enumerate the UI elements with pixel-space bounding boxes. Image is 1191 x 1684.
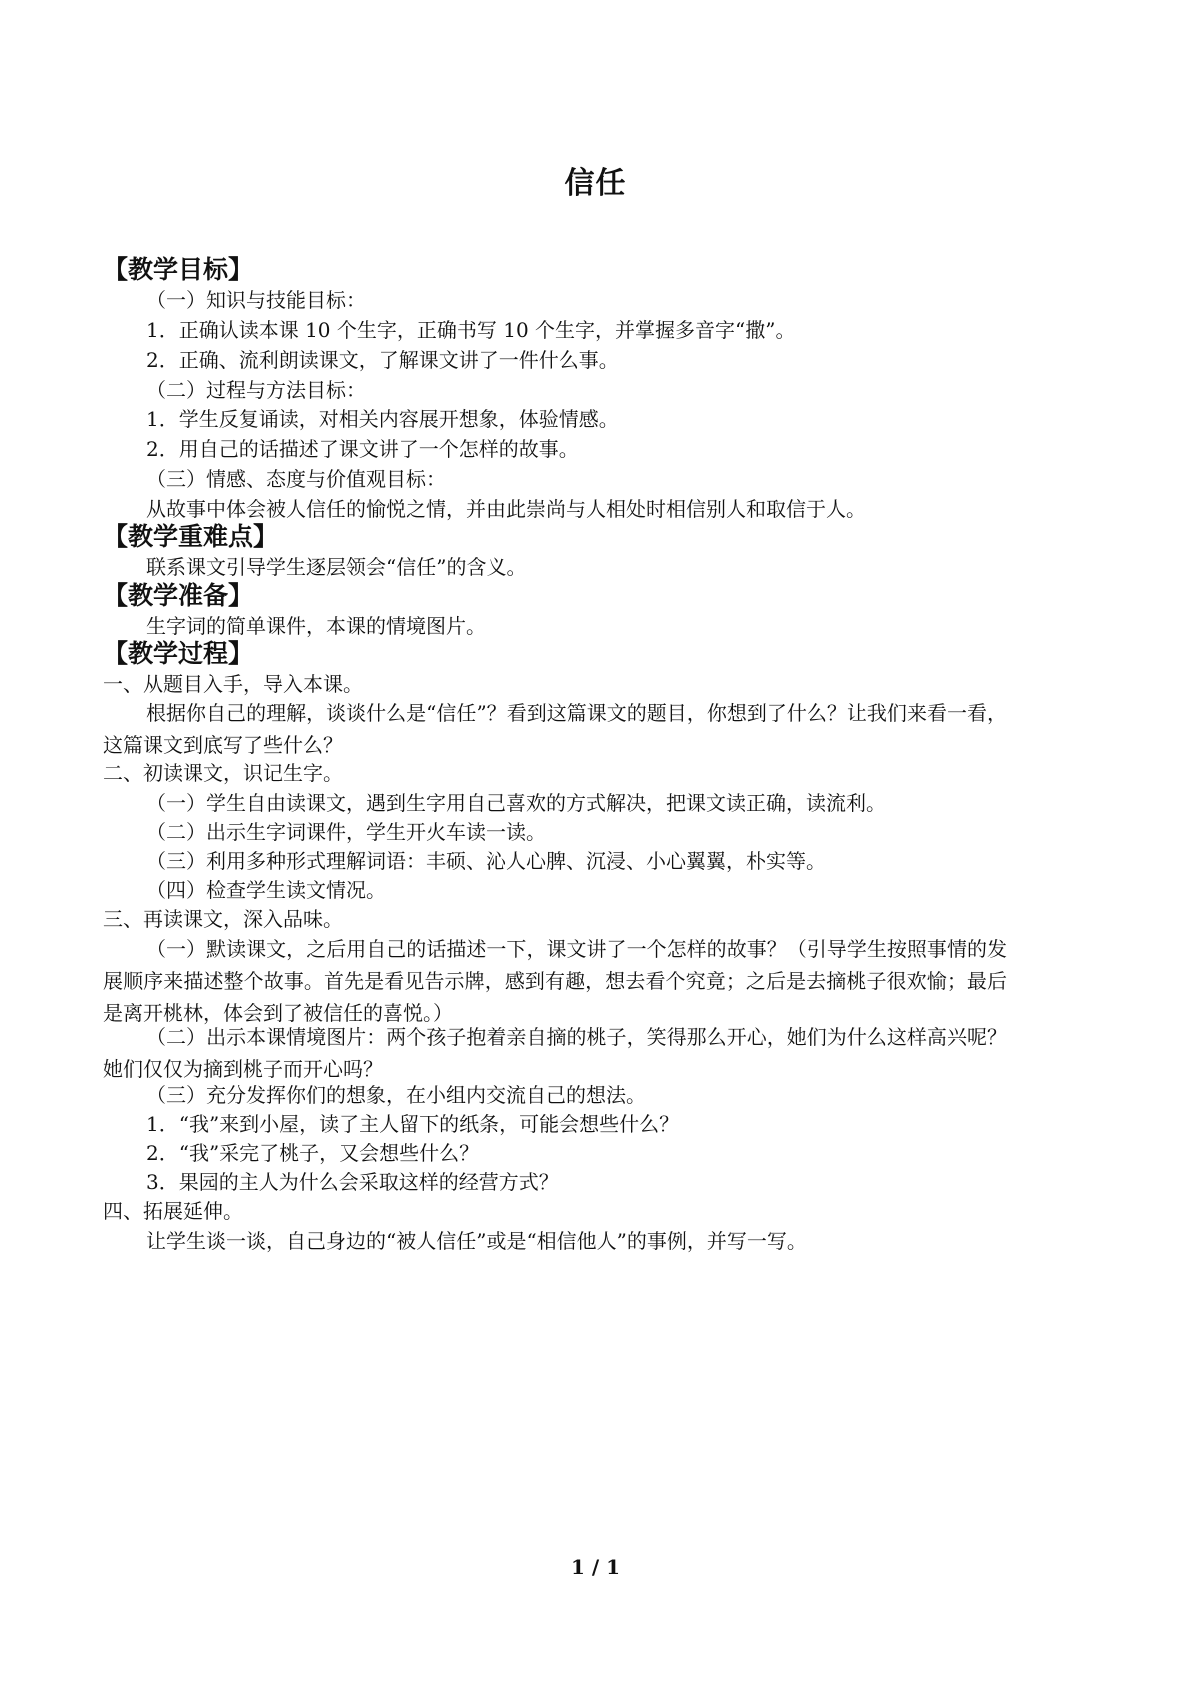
process-item: 让学生谈一谈，自己身边的“被人信任”或是“相信他人”的事例，并写一写。: [146, 1229, 807, 1253]
process-item: （三）充分发挥你们的想象，在小组内交流自己的想法。: [146, 1083, 646, 1107]
page-title: 信任: [564, 166, 627, 201]
process-step-title: 二、初读课文，识记生字。: [103, 761, 343, 785]
preparation-text: 生字词的简单课件，本课的情境图片。: [146, 614, 486, 638]
process-sub-item: 1．“我”来到小屋，读了主人留下的纸条，可能会想些什么？: [146, 1112, 680, 1136]
section-heading-process: 【教学过程】: [103, 639, 254, 668]
process-sub-item: 2．“我”采完了桃子，又会想些什么？: [146, 1141, 480, 1165]
section-heading-key-points: 【教学重难点】: [103, 522, 279, 551]
process-paragraph: （二）出示本课情境图片：两个孩子抱着亲自摘的桃子，笑得那么开心，她们为什么这样高兴呢？她们仅仅为摘到桃子而开心吗？: [103, 1025, 1007, 1081]
process-item: （三）利用多种形式理解词语：丰硕、沁人心脾、沉浸、小心翼翼，朴实等。: [146, 849, 826, 873]
goal-subtitle-process: （二）过程与方法目标：: [146, 378, 366, 402]
process-item: （四）检查学生读文情况。: [146, 878, 386, 902]
process-step-title: 三、再读课文，深入品味。: [103, 907, 343, 931]
goal-item: 1．正确认读本课 10 个生字，正确书写 10 个生字，并掌握多音字“撒”。: [146, 318, 796, 342]
goal-item: 2．用自己的话描述了课文讲了一个怎样的故事。: [146, 437, 579, 461]
process-paragraph: 根据你自己的理解，谈谈什么是“信任”？看到这篇课文的题目，你想到了什么？让我们来看一看，这篇课文到底写了些什么？: [103, 701, 1007, 757]
process-sub-item: 3．果园的主人为什么会采取这样的经营方式？: [146, 1170, 559, 1194]
process-step-title: 一、从题目入手，导入本课。: [103, 672, 363, 696]
page-number: 1 / 1: [570, 1555, 621, 1579]
section-heading-goals: 【教学目标】: [103, 255, 254, 284]
process-paragraph: （一）默读课文，之后用自己的话描述一下，课文讲了一个怎样的故事？（引导学生按照事情的发展顺序来描述整个故事。首先是看见告示牌，感到有趣，想去看个究竟；之后是去摘桃子很欢愉；最后是离开桃林，体会到了被信任的喜悦。）: [103, 937, 1007, 1025]
goal-item: 2．正确、流利朗读课文，了解课文讲了一件什么事。: [146, 348, 619, 372]
goal-item: 从故事中体会被人信任的愉悦之情，并由此崇尚与人相处时相信别人和取信于人。: [146, 497, 866, 521]
process-item: （一）学生自由读课文，遇到生字用自己喜欢的方式解决，把课文读正确，读流利。: [146, 791, 886, 815]
goal-subtitle-emotion: （三）情感、态度与价值观目标：: [146, 467, 446, 491]
process-item: （二）出示生字词课件，学生开火车读一读。: [146, 820, 546, 844]
process-step-title: 四、拓展延伸。: [103, 1199, 243, 1223]
goal-subtitle-knowledge: （一）知识与技能目标：: [146, 288, 366, 312]
goal-item: 1．学生反复诵读，对相关内容展开想象，体验情感。: [146, 407, 619, 431]
key-points-text: 联系课文引导学生逐层领会“信任”的含义。: [146, 555, 527, 579]
section-heading-preparation: 【教学准备】: [103, 581, 254, 610]
